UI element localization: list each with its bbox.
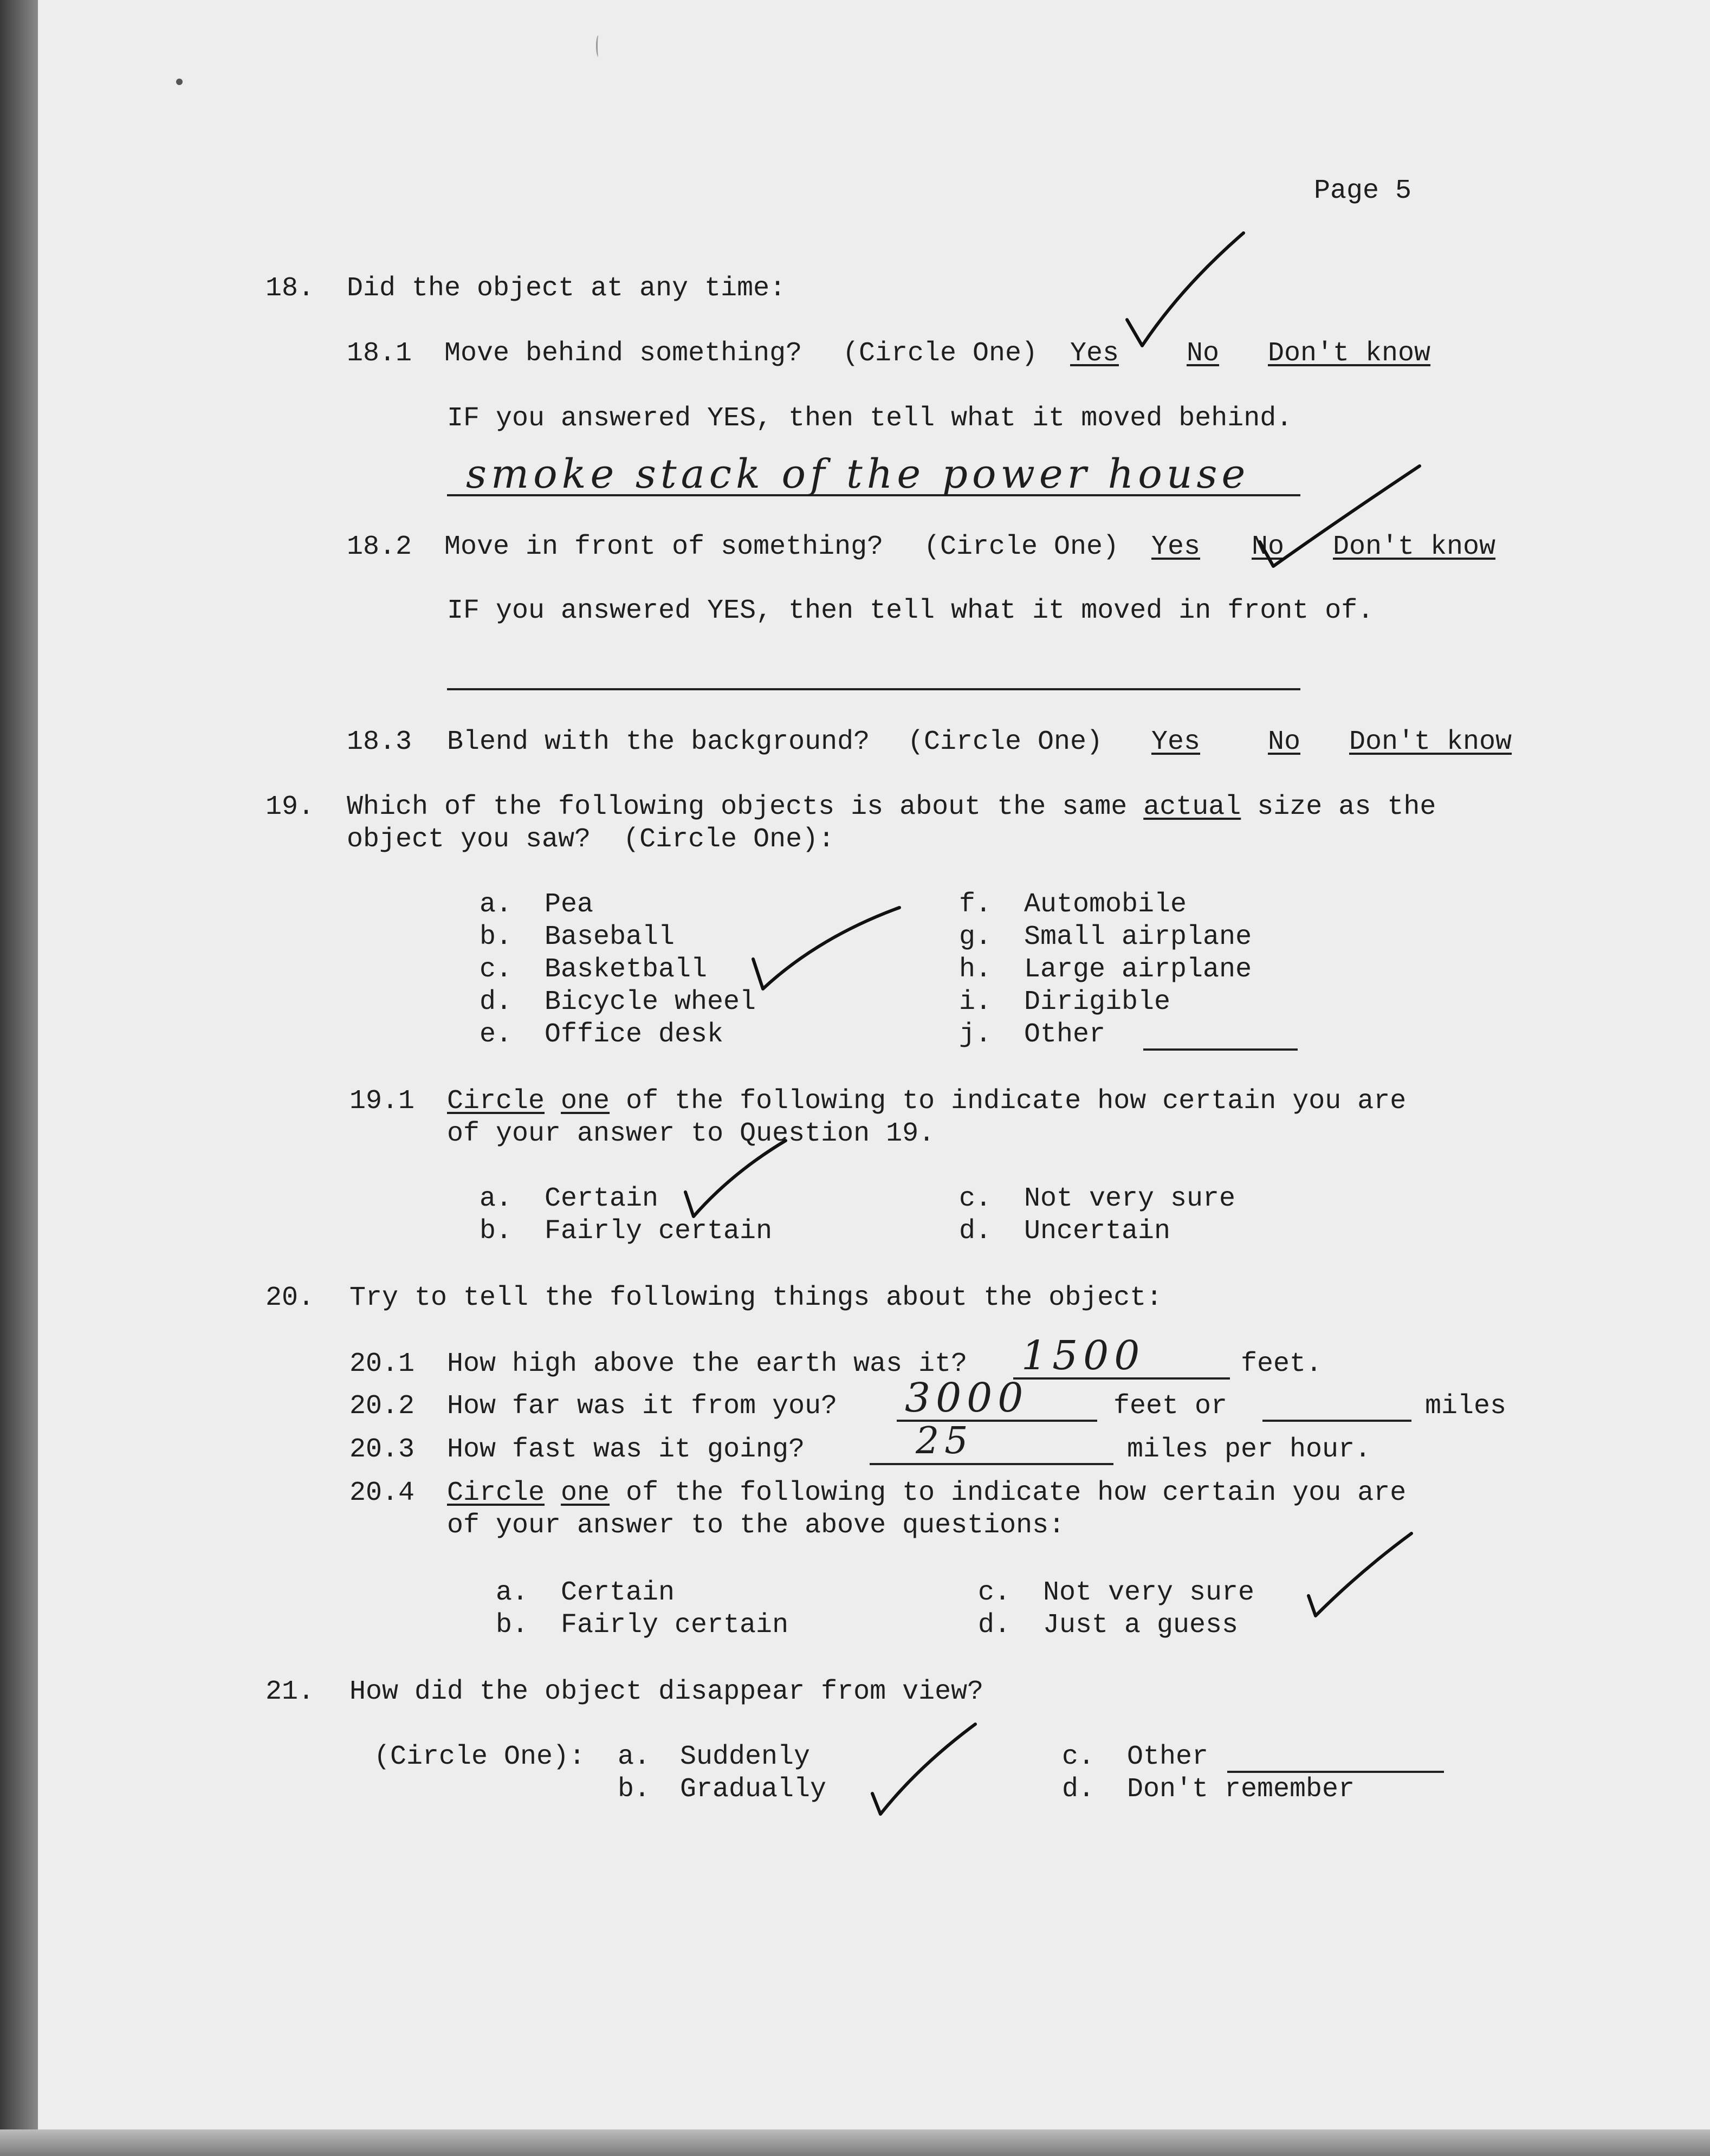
q19-number: 19. xyxy=(265,792,315,823)
q19-option-automobile[interactable]: Automobile xyxy=(1024,889,1187,920)
q20-4-option-a-letter: a. xyxy=(496,1577,529,1608)
q20-3-handwritten-answer: 25 xyxy=(916,1420,974,1462)
q21-option-d-letter: d. xyxy=(1062,1774,1095,1805)
q18-1-follow-up: IF you answered YES, then tell what it moved behind. xyxy=(447,403,1293,434)
q19-1-option-certain[interactable]: Certain xyxy=(545,1183,659,1214)
q19-option-small-airplane[interactable]: Small airplane xyxy=(1024,922,1252,953)
q20-4-text-line2: of your answer to the above questions: xyxy=(447,1510,1065,1541)
q18-2-no-checkmark-icon xyxy=(1252,461,1430,574)
q20-3-answer-line[interactable] xyxy=(870,1463,1113,1465)
q20-1-handwritten-answer: 1500 xyxy=(1021,1332,1145,1379)
q20-2-handwritten-answer: 3000 xyxy=(905,1375,1029,1421)
q20-1-text: How high above the earth was it? xyxy=(447,1349,968,1380)
q20-1-unit: feet. xyxy=(1241,1349,1323,1380)
q21-option-dont-remember[interactable]: Don't remember xyxy=(1127,1774,1355,1805)
scan-left-edge xyxy=(0,0,38,2156)
form-page xyxy=(38,0,1710,2156)
q18-1-handwritten-answer: smoke stack of the power house xyxy=(466,451,1250,497)
q20-4-option-certain[interactable]: Certain xyxy=(561,1577,675,1608)
q21-text: How did the object disappear from view? xyxy=(349,1676,984,1707)
q18-3-number: 18.3 xyxy=(347,727,412,757)
q19-option-b-letter: b. xyxy=(480,922,513,953)
q21-option-other[interactable]: Other xyxy=(1127,1741,1209,1772)
q20-4-option-fairly-certain[interactable]: Fairly certain xyxy=(561,1610,789,1641)
q21-circle-one: (Circle One): xyxy=(374,1741,586,1772)
q20-3-text: How fast was it going? xyxy=(447,1434,805,1465)
q19-option-other[interactable]: Other xyxy=(1024,1019,1106,1050)
q18-2-yes-option[interactable]: Yes xyxy=(1151,532,1201,562)
q19-option-j-letter: j. xyxy=(959,1019,992,1050)
q18-3-circle-one: (Circle One) xyxy=(908,727,1103,757)
q19-text-line2: object you saw? (Circle One): xyxy=(347,824,835,855)
q20-2-unit-miles: miles xyxy=(1425,1391,1507,1422)
q18-1-text: Move behind something? xyxy=(444,338,802,369)
q19-1-option-not-very-sure[interactable]: Not very sure xyxy=(1024,1183,1236,1214)
q21-other-blank[interactable] xyxy=(1227,1771,1444,1773)
q19-option-basketball[interactable]: Basketball xyxy=(545,954,708,985)
q20-3-number: 20.3 xyxy=(349,1434,415,1465)
q20-1-number: 20.1 xyxy=(349,1349,415,1380)
q19-1-certain-checkmark-icon xyxy=(677,1135,791,1230)
scan-mark xyxy=(596,35,601,57)
q19-option-d-letter: d. xyxy=(480,987,513,1018)
q19-option-large-airplane[interactable]: Large airplane xyxy=(1024,954,1252,985)
q18-1-yes-checkmark-icon xyxy=(1116,228,1257,368)
q18-text: Did the object at any time: xyxy=(347,273,786,304)
q21-option-c-letter: c. xyxy=(1062,1741,1095,1772)
q19-option-f-letter: f. xyxy=(959,889,992,920)
q20-4-not-very-sure-checkmark-icon xyxy=(1300,1528,1420,1623)
q18-1-number: 18.1 xyxy=(347,338,412,369)
q18-2-dont-know-option[interactable]: Don't know xyxy=(1333,532,1496,562)
q19-option-dirigible[interactable]: Dirigible xyxy=(1024,987,1171,1018)
q19-1-number: 19.1 xyxy=(349,1086,415,1117)
q18-3-yes-option[interactable]: Yes xyxy=(1151,727,1201,757)
q20-2-number: 20.2 xyxy=(349,1391,415,1422)
q20-3-unit: miles per hour. xyxy=(1127,1434,1371,1465)
q19-1-text: Circle one of the following to indicate how certain you are xyxy=(447,1086,1407,1117)
q20-4-text: Circle one of the following to indicate how certain you are xyxy=(447,1478,1407,1508)
q20-2-miles-blank[interactable] xyxy=(1262,1420,1411,1422)
q21-option-b-letter: b. xyxy=(618,1774,651,1805)
q18-1-dont-know-option[interactable]: Don't know xyxy=(1268,338,1431,369)
q20-2-text: How far was it from you? xyxy=(447,1391,838,1422)
q21-number: 21. xyxy=(265,1676,315,1707)
q20-text: Try to tell the following things about the object: xyxy=(349,1283,1163,1313)
q19-option-g-letter: g. xyxy=(959,922,992,953)
q19-basketball-checkmark-icon xyxy=(742,899,905,1008)
q19-1-option-uncertain[interactable]: Uncertain xyxy=(1024,1216,1171,1247)
q19-1-option-c-letter: c. xyxy=(959,1183,992,1214)
q19-1-option-fairly-certain[interactable]: Fairly certain xyxy=(545,1216,773,1247)
q18-1-circle-one: (Circle One) xyxy=(843,338,1038,369)
q18-1-yes-option[interactable]: Yes xyxy=(1070,338,1119,369)
q18-2-answer-line[interactable] xyxy=(447,688,1300,690)
q20-4-option-not-very-sure[interactable]: Not very sure xyxy=(1043,1577,1255,1608)
q19-1-option-d-letter: d. xyxy=(959,1216,992,1247)
q18-2-no-option[interactable]: No xyxy=(1252,532,1285,562)
q20-number: 20. xyxy=(265,1283,315,1313)
q20-4-option-b-letter: b. xyxy=(496,1610,529,1641)
q18-2-text: Move in front of something? xyxy=(444,532,884,562)
q18-1-no-option[interactable]: No xyxy=(1187,338,1220,369)
q20-4-option-c-letter: c. xyxy=(978,1577,1011,1608)
scan-bottom-edge xyxy=(0,2129,1710,2156)
q19-1-option-b-letter: b. xyxy=(480,1216,513,1247)
q20-4-option-d-letter: d. xyxy=(978,1610,1011,1641)
page-number: Page 5 xyxy=(1314,176,1412,206)
q19-1-option-a-letter: a. xyxy=(480,1183,513,1214)
q20-2-unit: feet or xyxy=(1113,1391,1228,1422)
q19-option-bicycle-wheel[interactable]: Bicycle wheel xyxy=(545,987,756,1018)
q20-4-number: 20.4 xyxy=(349,1478,415,1508)
q21-option-suddenly[interactable]: Suddenly xyxy=(680,1741,811,1772)
q21-option-gradually[interactable]: Gradually xyxy=(680,1774,827,1805)
q18-3-no-option[interactable]: No xyxy=(1268,727,1301,757)
q20-4-option-just-a-guess[interactable]: Just a guess xyxy=(1043,1610,1239,1641)
q18-3-text: Blend with the background? xyxy=(447,727,870,757)
q19-option-h-letter: h. xyxy=(959,954,992,985)
q18-number: 18. xyxy=(265,273,315,304)
q18-2-circle-one: (Circle One) xyxy=(924,532,1119,562)
q21-gradually-checkmark-icon xyxy=(864,1718,983,1821)
q19-option-i-letter: i. xyxy=(959,987,992,1018)
q19-option-a-letter: a. xyxy=(480,889,513,920)
q18-3-dont-know-option[interactable]: Don't know xyxy=(1349,727,1512,757)
q19-option-c-letter: c. xyxy=(480,954,513,985)
q18-2-number: 18.2 xyxy=(347,532,412,562)
q19-option-baseball[interactable]: Baseball xyxy=(545,922,675,953)
q21-option-a-letter: a. xyxy=(618,1741,651,1772)
q19-option-e-letter: e. xyxy=(480,1019,513,1050)
scan-speck xyxy=(176,79,183,85)
q19-text: Which of the following objects is about the same actual size as the xyxy=(347,792,1436,823)
q19-1-text-line2: of your answer to Question 19. xyxy=(447,1118,935,1149)
q18-2-follow-up: IF you answered YES, then tell what it moved in front of. xyxy=(447,595,1374,626)
q19-option-office-desk[interactable]: Office desk xyxy=(545,1019,724,1050)
q19-actual-underlined: actual xyxy=(1143,792,1241,823)
q19-option-pea[interactable]: Pea xyxy=(545,889,594,920)
q19-other-blank[interactable] xyxy=(1143,1048,1298,1051)
